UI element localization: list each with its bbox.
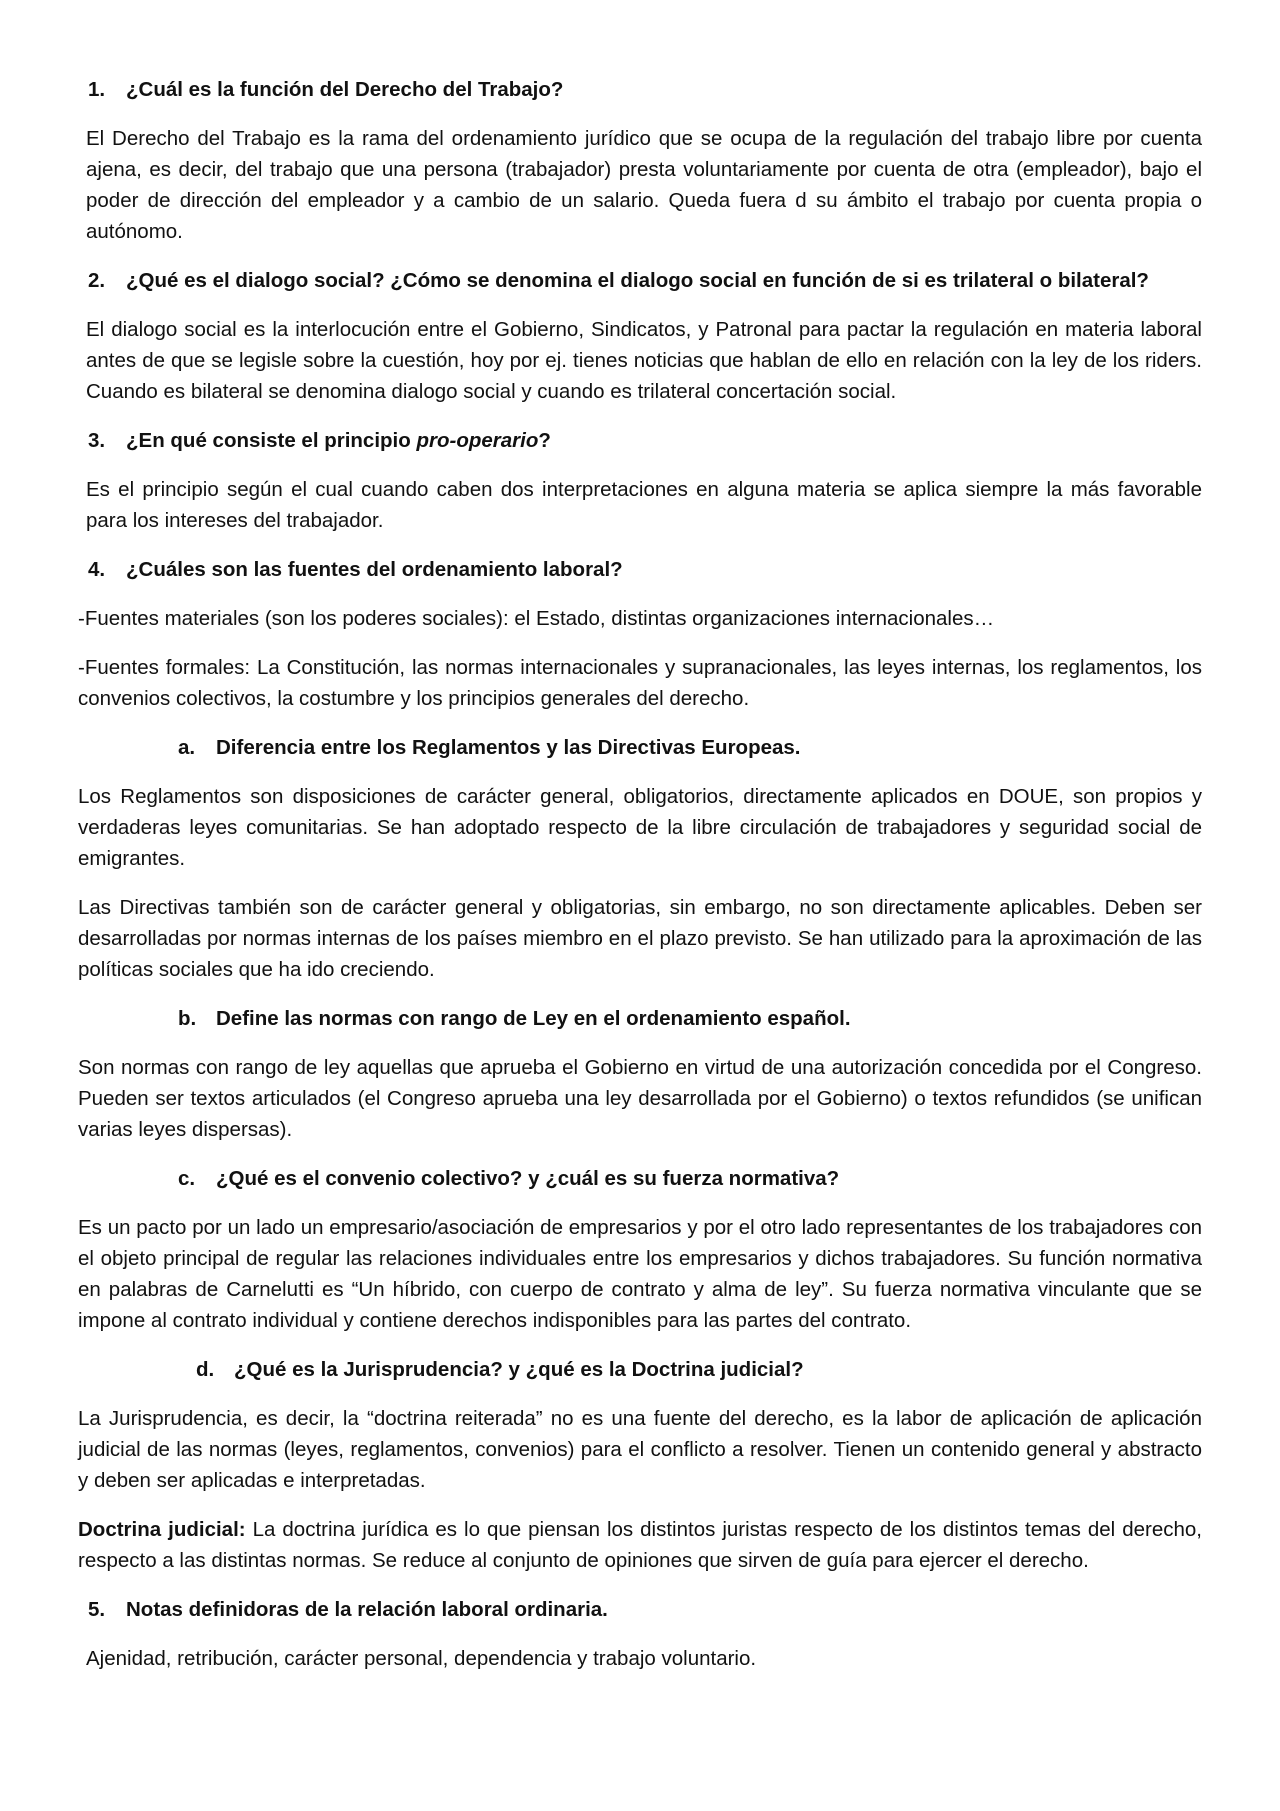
question-text: Notas definidoras de la relación laboral ordinaria.	[126, 1598, 608, 1621]
subquestion-a-heading	[78, 732, 1202, 763]
question-text: ¿Cuáles son las fuentes del ordenamiento laboral?	[126, 558, 623, 581]
subquestion-text: ¿Qué es la Jurisprudencia? y ¿qué es la Doctrina judicial?	[234, 1358, 804, 1381]
subquestion-letter: a.	[178, 736, 196, 759]
answer-a-reglamentos: Los Reglamentos son disposiciones de carácter general, obligatorios, directamente aplicados en DOUE, son propios y verdaderas leyes comunitarias. Se han adoptado respecto de la libre circulación de trabajadores y seguridad social de emigrantes.	[78, 785, 1202, 870]
answer-b: Son normas con rango de ley aquellas que aprueba el Gobierno en virtud de una autorización concedida por el Congreso. Pueden ser textos articulados (el Congreso aprueba una ley desarrollada por el Gobierno) o textos refundidos (se unifican varias leyes dispersas).	[78, 1056, 1202, 1141]
question-text-post: ?	[538, 429, 551, 452]
answer-d-jurisprudencia: La Jurisprudencia, es decir, la “doctrina reiterada” no es una fuente del derecho, es la labor de aplicación de aplicación judicial de las normas (leyes, reglamentos, convenios) para el conflicto a resolver. Tienen un contenido general y abstracto y deben ser aplicadas e interpretadas.	[78, 1407, 1202, 1492]
question-text-pre: ¿En qué consiste el principio	[126, 429, 417, 452]
answer-3: Es el principio según el cual cuando caben dos interpretaciones en alguna materia se aplica siempre la más favorable para los intereses del trabajador.	[86, 478, 1202, 532]
subquestion-text: Define las normas con rango de Ley en el ordenamiento español.	[216, 1007, 851, 1030]
question-number: 1.	[88, 78, 106, 101]
question-1-heading	[78, 74, 1202, 105]
question-text: ¿Cuál es la función del Derecho del Trabajo?	[126, 78, 564, 101]
subquestion-text: ¿Qué es el convenio colectivo? y ¿cuál es su fuerza normativa?	[216, 1167, 840, 1190]
subquestion-letter: d.	[196, 1358, 215, 1381]
subquestion-letter: c.	[178, 1167, 196, 1190]
doctrina-text: La doctrina jurídica es lo que piensan los distintos juristas respecto de los distintos temas del derecho, respecto a las distintas normas. Se reduce al conjunto de opiniones que sirven de guía para ejercer el derecho.	[78, 1518, 1202, 1572]
subquestion-text: Diferencia entre los Reglamentos y las Directivas Europeas.	[216, 736, 801, 759]
answer-5: Ajenidad, retribución, carácter personal, dependencia y trabajo voluntario.	[86, 1647, 757, 1670]
answer-d-doctrina	[78, 1514, 1202, 1576]
question-4-heading	[78, 554, 1202, 585]
doctrina-label: Doctrina judicial:	[78, 1518, 246, 1541]
question-number: 3.	[88, 429, 106, 452]
question-3-heading	[78, 425, 1202, 456]
question-2-heading	[78, 265, 1202, 296]
question-text	[126, 425, 551, 456]
question-text-italic: pro-operario	[416, 429, 539, 452]
answer-4-formal-sources: -Fuentes formales: La Constitución, las normas internacionales y supranacionales, las leyes internas, los reglamentos, los convenios colectivos, la costumbre y los principios generales del derecho.	[78, 656, 1202, 710]
question-number: 5.	[88, 1598, 106, 1621]
answer-a-directivas: Las Directivas también son de carácter general y obligatorias, sin embargo, no son directamente aplicables. Deben ser desarrolladas por normas internas de los países miembro en el plazo previsto. Se han utilizado para la aproximación de las políticas sociales que ha ido creciendo.	[78, 896, 1202, 981]
subquestion-d-heading	[78, 1354, 1202, 1385]
question-number: 2.	[88, 269, 106, 292]
answer-4-material-sources: -Fuentes materiales (son los poderes sociales): el Estado, distintas organizaciones internacionales…	[78, 607, 995, 630]
subquestion-b-heading	[78, 1003, 1202, 1034]
answer-1: El Derecho del Trabajo es la rama del ordenamiento jurídico que se ocupa de la regulación del trabajo libre por cuenta ajena, es decir, del trabajo que una persona (trabajador) presta voluntariamente por cuenta de otra (empleador), bajo el poder de dirección del empleador y a cambio de un salario. Queda fuera d su ámbito el trabajo por cuenta propia o autónomo.	[86, 127, 1202, 243]
question-5-heading	[78, 1594, 1202, 1625]
subquestion-letter: b.	[178, 1007, 197, 1030]
question-text: ¿Qué es el dialogo social? ¿Cómo se denomina el dialogo social en función de si es trilateral o bilateral?	[126, 269, 1149, 292]
answer-c: Es un pacto por un lado un empresario/asociación de empresarios y por el otro lado representantes de los trabajadores con el objeto principal de regular las relaciones individuales entre los empresarios y dichos trabajadores. Su función normativa en palabras de Carnelutti es “Un híbrido, con cuerpo de contrato y alma de ley”. Su fuerza normativa vinculante que se impone al contrato individual y contiene derechos indisponibles para las partes del contrato.	[78, 1216, 1202, 1332]
answer-2: El dialogo social es la interlocución entre el Gobierno, Sindicatos, y Patronal para pactar la regulación en materia laboral antes de que se legisle sobre la cuestión, hoy por ej. tienes noticias que hablan de ello en relación con la ley de los riders. Cuando es bilateral se denomina dialogo social y cuando es trilateral concertación social.	[86, 318, 1202, 403]
question-number: 4.	[88, 558, 106, 581]
subquestion-c-heading	[78, 1163, 1202, 1194]
